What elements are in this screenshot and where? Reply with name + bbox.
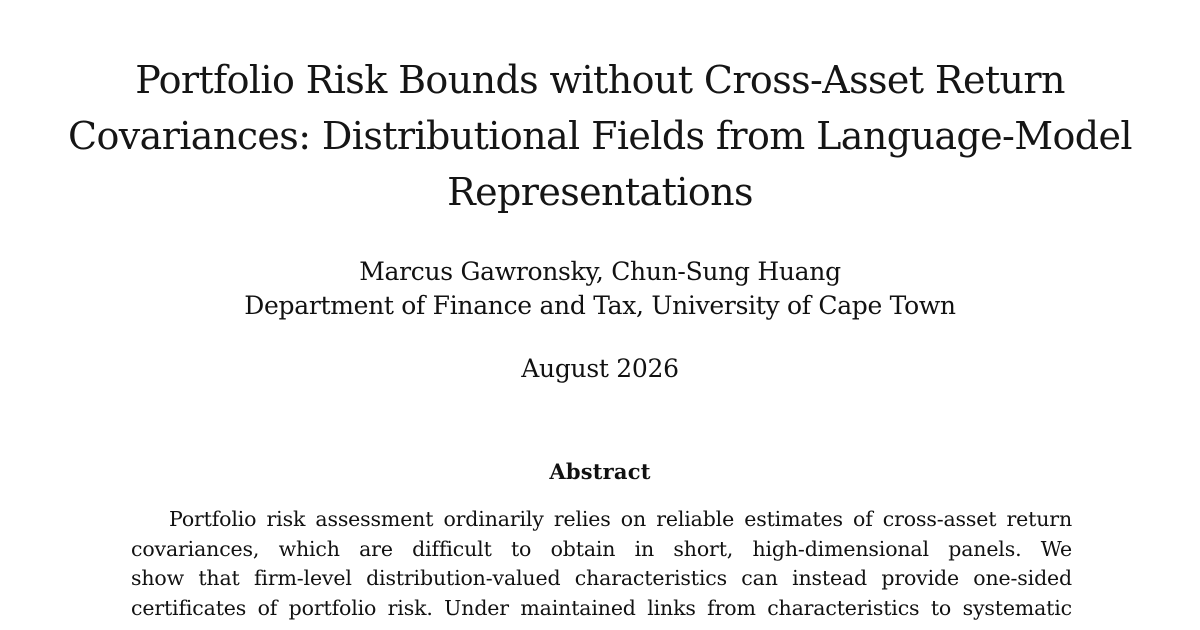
- title-line-3: Representations: [447, 170, 753, 214]
- title-line-2: Covariances: Distributional Fields from Language-Model: [68, 114, 1132, 158]
- abstract-line-3: show that firm-level distribution-valued characteristics can instead provide one-sided: [131, 566, 1072, 590]
- abstract-heading: Abstract: [549, 459, 651, 484]
- abstract-line-2: covariances, which are difficult to obtain in short, high-dimensional panels. We: [131, 536, 1072, 561]
- author-affiliation: Department of Finance and Tax, University of Cape Town: [244, 291, 956, 320]
- title-line-1: Portfolio Risk Bounds without Cross-Asset Return: [135, 58, 1065, 102]
- abstract-line-4: certificates of portfolio risk. Under maintained links from characteristics to systematic: [131, 595, 1072, 620]
- author-names: Marcus Gawronsky, Chun-Sung Huang: [359, 257, 841, 286]
- abstract-body: [131, 505, 1072, 623]
- author-block: [0, 255, 1200, 323]
- abstract-line-1: Portfolio risk assessment ordinarily relies on reliable estimates of cross-asset return: [169, 507, 1072, 531]
- paper-title: [60, 52, 1140, 220]
- publication-date: August 2026: [521, 354, 679, 383]
